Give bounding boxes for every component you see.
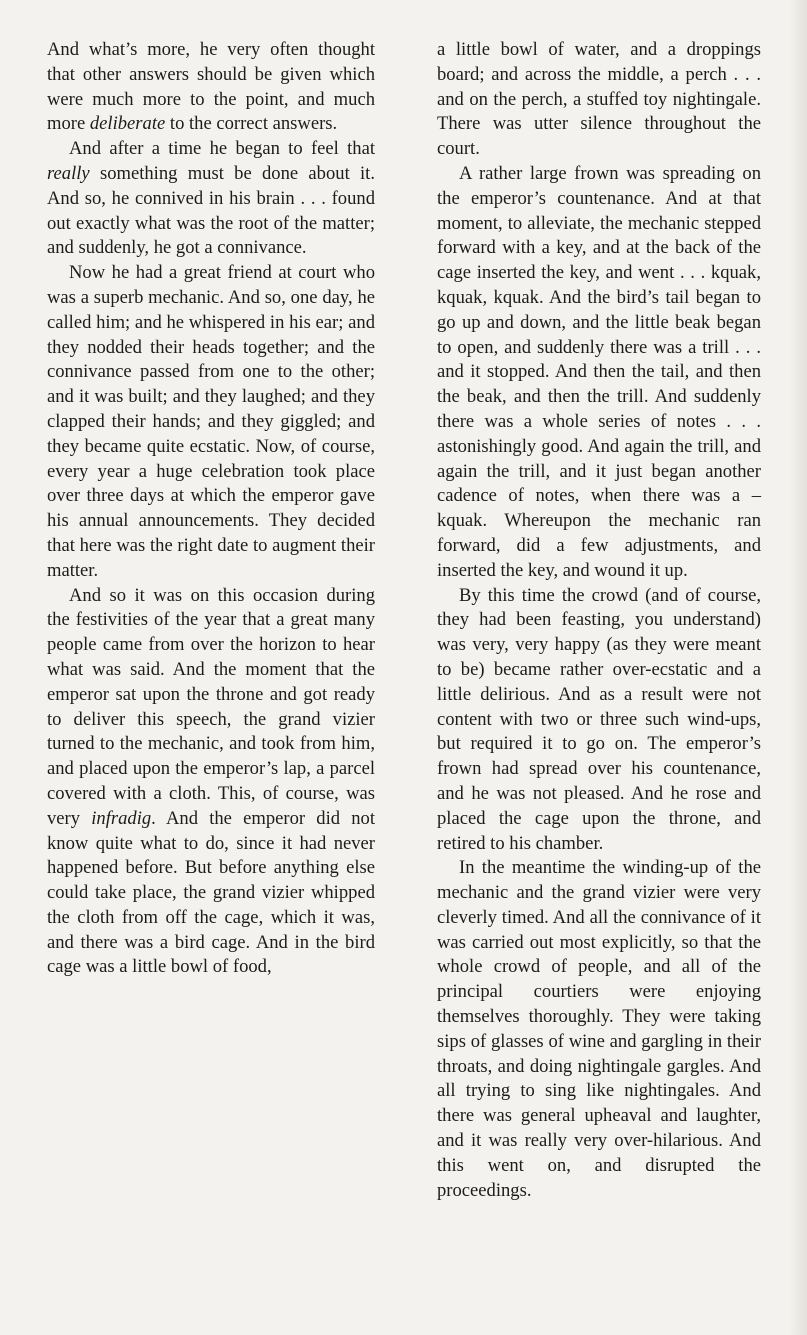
text-run: . And the emperor did not know quite what to do, since it had never happened before. But before anything else could take place, the grand vizier whipped the cloth from off the cage, which it was, and there was a bird cage. And in the bird cage was a little bowl of food, (47, 807, 375, 978)
text-run: And so it was on this occasion during the festivities of the year that a great many people came from over the horizon to hear what was said. And the moment that the emperor sat upon the throne and got ready to deliver this speech, the grand vizier turned to the mechanic, and took from him, and placed upon the emperor’s lap, a parcel covered with a cloth. This, of course, was very (47, 584, 375, 829)
paragraph-6: A rather large frown was spreading on the emperor’s countenance. And at that moment, to alleviate, the mechanic stepped forward with a key, and at the back of the cage inserted the key, and went . . . kquak, kquak, kquak. And the bird’s tail began to go up and down, and the little beak began to open, and suddenly there was a trill . . . and it stopped. And then the tail, and then the beak, and then the trill. And suddenly there was a whole series of notes . . . astonishingly good. And again the trill, and again the trill, and it just began another cadence of notes, when there was a – kquak. Whereupon the mechanic ran forward, did a few adjustments, and inserted the key, and wound it up. (437, 162, 761, 581)
paragraph-7: By this time the crowd (and of course, they had been feasting, you understand) was very, very happy (as they were meant to be) became rather over-ecstatic and a little delirious. And as a result were not content with two or three such wind-ups, but required it to go on. The emperor’s frown had spread over his countenance, and he was not pleased. And he rose and placed the cage upon the throne, and retired to his chamber. (437, 584, 761, 854)
emphasis-infradig: infradig (91, 807, 152, 829)
paragraph-5: a little bowl of water, and a droppings board; and across the middle, a perch . . . and on the perch, a stuffed toy nightingale. There was utter silence throughout the court. (437, 39, 761, 160)
paragraph-1 (47, 38, 375, 137)
left-column (47, 38, 375, 980)
emphasis-deliberate: deliberate (89, 113, 166, 135)
text-run: And after a time he began to feel that (69, 138, 375, 160)
paragraph-2 (47, 137, 375, 261)
page-edge-shadow (789, 0, 807, 1335)
paragraph-8: In the meantime the winding-up of the mechanic and the grand vizier were very cleverly timed. And all the connivance of it was carried out most explicitly, so that the whole crowd of people, and all of the principal courtiers were enjoying themselves thoroughly. They were taking sips of glasses of wine and gargling in their throats, and doing nightingale gargles. And all trying to sing like nightingales. And there was general upheaval and laughter, and it was really very over-hilarious. And this went on, and disrupted the proceedings. (437, 857, 761, 1201)
text-run: something must be done about it. And so, he connived in his brain . . . found out exactly what was the root of the matter; and suddenly, he got a connivance. (47, 162, 375, 259)
paragraph-4 (47, 584, 375, 981)
emphasis-really: really (47, 162, 90, 184)
text-run: And what’s more, he very often thought that other answers should be given which were much more to the point, and much more (47, 39, 375, 135)
paragraph-3: Now he had a great friend at court who was a superb mechanic. And so, one day, he called him; and he whispered in his ear; and they nodded their heads together; and the connivance passed from one to the other; and it was built; and they laughed; and they clapped their hands; and they giggled; and they became quite ecstatic. Now, of course, every year a huge celebration took place over three days at which the emperor gave his annual announcements. They decided that here was the right date to augment their matter. (47, 262, 375, 581)
right-column (437, 38, 761, 1203)
text-run: to the correct answers. (165, 113, 338, 135)
